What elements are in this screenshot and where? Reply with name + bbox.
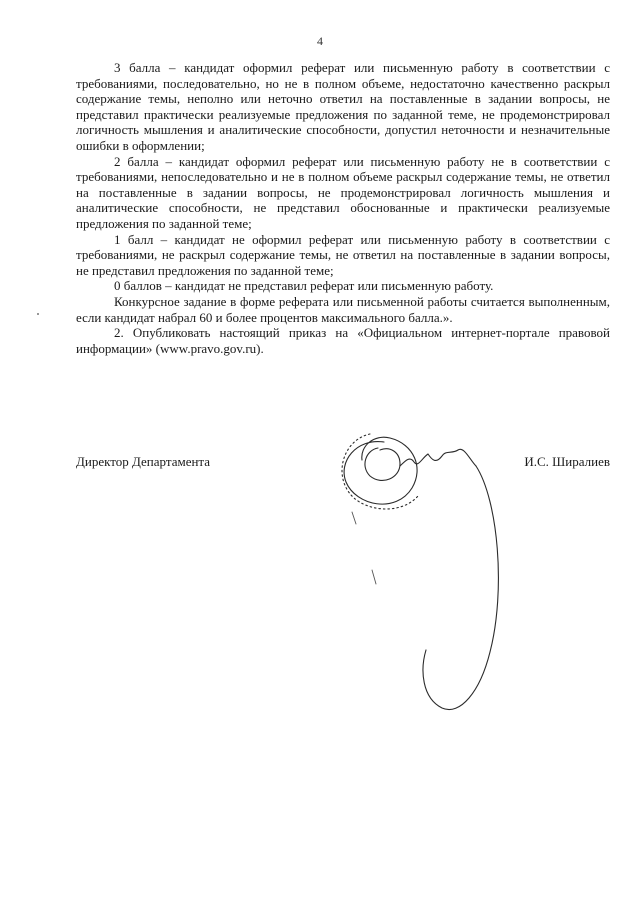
- document-body: [76, 60, 610, 356]
- paragraph-score-3: 3 балла – кандидат оформил реферат или письменную работу в соответствии с требованиями, последовательно, но не в полном объеме, недостаточно качественно раскрыл содержание темы, неполно или неточно ответил на поставленные в задании вопросы, не представил практически реализуемые предложения по заданной теме, не продемонстрировал логичность мышления и аналитические способности, допустил неточности и незначительные ошибки в оформлении;: [76, 60, 610, 153]
- signer-name: И.С. Ширалиев: [524, 454, 610, 469]
- paragraph-completion-criteria: Конкурсное задание в форме реферата или письменной работы считается выполненным, если кандидат набрал 60 и более процентов максимального балла.».: [76, 293, 610, 325]
- signature-long-loop: [423, 466, 498, 710]
- paragraph-publication-order: 2. Опубликовать настоящий приказ на «Официальном интернет-портале правовой информации» (www.pravo.gov.ru).: [76, 325, 610, 356]
- paragraph-score-2: 2 балла – кандидат оформил реферат или письменную работу не в соответствии с требованиями, непоследовательно и не в полном объеме раскрыл содержание темы, не ответил на поставленные в задании вопросы, не продемонстрировал логичность мышления и аналитические способности, не представил обоснованные и практически реализуемые предложения по заданной теме;: [76, 153, 610, 231]
- signature-tick-upper: [352, 512, 356, 524]
- page-number: 4: [317, 34, 323, 48]
- handwritten-signature: [330, 420, 530, 730]
- paragraph-score-0: 0 баллов – кандидат не представил реферат или письменную работу.: [114, 278, 494, 294]
- paragraph-score-1: 1 балл – кандидат не оформил реферат или письменную работу в соответствии с требованиями, не раскрыл содержание темы, не ответил на поставленные в задании вопросы, не представил предложения по заданной теме;: [76, 231, 610, 278]
- signature-dotted-outline: [342, 434, 418, 509]
- signature-tick-lower: [372, 570, 376, 584]
- signer-title: Директор Департамента: [76, 454, 211, 469]
- stray-dot: [36, 312, 40, 316]
- signature-inner-loop: [365, 448, 400, 480]
- signature-outer-loop: [344, 437, 417, 504]
